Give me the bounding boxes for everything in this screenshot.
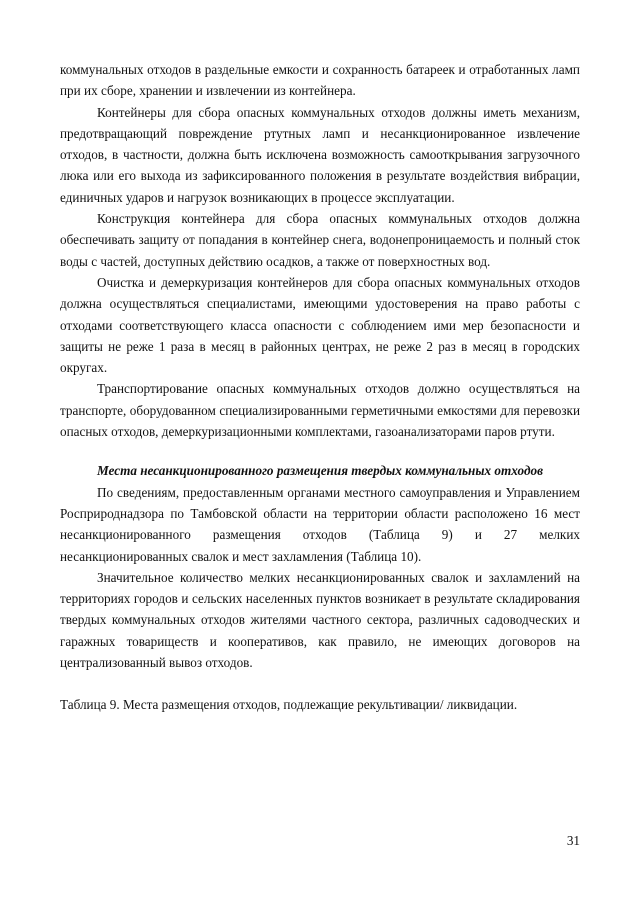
section-heading: Места несанкционированного размещения твердых коммунальных отходов	[97, 463, 543, 479]
body-paragraph: По сведениям, предоставленным органами местного самоуправления и Управлением Росприроднадзора по Тамбовской области на территории области расположено 16 мест несанкционированного размещения отходов (Таблица 9) и 27 мелких несанкционированных свалок и мест захламления (Таблица 10).	[60, 484, 580, 564]
table-caption: Таблица 9. Места размещения отходов, подлежащие рекультивации/ ликвидации.	[60, 697, 518, 713]
body-paragraph: Очистка и демеркуризация контейнеров для сбора опасных коммунальных отходов должна осуществляться специалистами, имеющими удостоверения на право работы с отходами соответствующего класса опасности с соблюдением ими мер безопасности и защиты не реже 1 раза в месяц в районных центрах, не реже 2 раз в месяц в городских округах.	[60, 274, 580, 376]
body-paragraph: Транспортирование опасных коммунальных отходов должно осуществляться на транспорте, оборудованном специализированными герметичными емкостями для перевозки опасных отходов, демеркуризационными комплектами, газоанализаторами паров ртути.	[60, 381, 580, 440]
page-number: 31	[566, 833, 580, 848]
document-page	[60, 59, 580, 716]
body-paragraph: Значительное количество мелких несанкционированных свалок и захламлений на территориях городов и сельских населенных пунктов возникает в результате складирования твердых коммунальных отходов жителями частного сектора, различных садоводческих и гаражных товариществ и кооперативов, как правило, не имеющих договоров на централизованный вывоз отходов.	[60, 569, 580, 671]
body-paragraph: коммунальных отходов в раздельные емкости и сохранность батареек и отработанных ламп при их сборе, хранении и извлечении из контейнера.	[60, 62, 580, 99]
body-paragraph: Контейнеры для сбора опасных коммунальных отходов должны иметь механизм, предотвращающий повреждение ртутных ламп и несанкционированное извлечение отходов, в частности, должна быть исключена возможность самооткрывания загрузочного люка или его выхода из зафиксированного положения в результате воздействия вибрации, единичных ударов и нагрузок возникающих в процессе эксплуатации.	[60, 104, 580, 205]
body-paragraph: Конструкция контейнера для сбора опасных коммунальных отходов должна обеспечивать защиту от попадания в контейнер снега, водонепроницаемость и полный сток воды с частей, доступных действию осадков, а также от поверхностных вод.	[60, 211, 580, 269]
